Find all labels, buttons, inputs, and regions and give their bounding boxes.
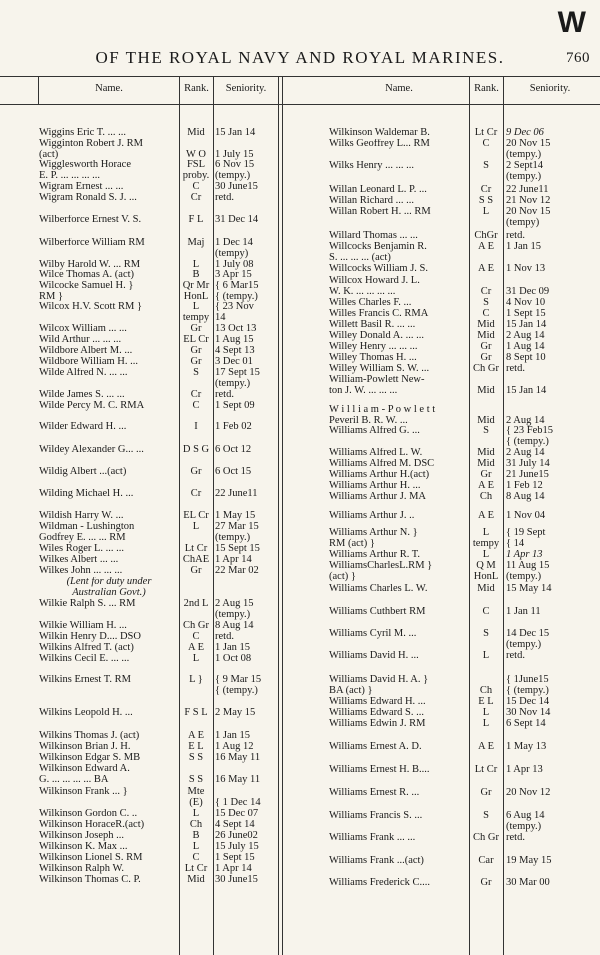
- entry-name: Wilberforce Ernest V. S.: [39, 215, 142, 225]
- entry-rank: Lt Cr: [474, 764, 498, 775]
- entry-rank: Gr: [190, 323, 202, 334]
- entry-name: Willcox Howard J. L. W. K. ... ... ... ...: [329, 276, 420, 297]
- entry-name: Wilkinson Ralph W.: [39, 864, 125, 874]
- entry-seniority: 13 Oct 13: [215, 323, 257, 334]
- entry-seniority: 2 Sept14 (tempy.): [506, 160, 544, 182]
- entry-name: Williams Frank ...(act): [329, 856, 424, 866]
- entry-rank: W O: [186, 148, 206, 160]
- entry-seniority: 19 May 15: [506, 855, 552, 866]
- entry-name: William-Powlett New- ton J. W. ... ... ...: [329, 375, 425, 396]
- entry-seniority: 30 June15: [215, 874, 258, 885]
- entry-rank: Cr: [190, 389, 202, 400]
- entry-seniority: 22 June11: [506, 184, 549, 195]
- entry-seniority: 1 May 15: [215, 510, 256, 521]
- entry-rank: S: [483, 160, 489, 171]
- entry-name: Williams David H. ...: [329, 651, 419, 661]
- entry-rank: EL Cr: [183, 510, 209, 521]
- page-title: OF THE ROYAL NAVY AND ROYAL MARINES.: [95, 48, 505, 67]
- entry-name: (Lent for duty under Australian Govt.): [66, 577, 152, 598]
- entry-name: Williams Arthur H. ...: [329, 481, 421, 491]
- entry-name: Wilkinson Gordon C. ..: [39, 809, 138, 819]
- entry-name: W i l l i a m - P o w l e t t Peveril B. R. W. ...: [329, 405, 436, 426]
- entry-seniority: 26 June02: [215, 830, 258, 841]
- entry-name: Wilding Michael H. ...: [39, 489, 134, 499]
- entry-seniority: 31 Dec 14: [215, 214, 259, 225]
- entry-name: Wiggins Eric T. ... ...: [39, 128, 126, 138]
- entry-rank: A E: [187, 730, 205, 741]
- entry-rank: Mid: [187, 874, 205, 885]
- right-rank-header: Rank.: [474, 83, 499, 94]
- entry-name: Willey Thomas H. ...: [329, 353, 417, 363]
- entry-rank: Cr: [190, 488, 202, 499]
- entry-seniority: 1 Sept 15: [215, 852, 255, 863]
- entry-rank: Mid: [187, 127, 205, 138]
- entry-name: Willey Donald A. ... ...: [329, 331, 424, 341]
- entry-rank: FSL proby.: [182, 159, 210, 181]
- entry-rank: Lt Cr: [184, 863, 208, 874]
- entry-rank: C: [482, 308, 490, 319]
- entry-name: Wilcox H.V. Scott RM }: [39, 302, 143, 312]
- entry-name: Wilkins Alfred T. (act): [39, 643, 134, 653]
- entry-seniority: 16 May 11: [215, 752, 261, 763]
- entry-name: Wilkinson K. Max ...: [39, 842, 128, 852]
- entry-name: Wilkinson Frank ... }: [39, 787, 128, 797]
- entry-seniority: 30 Nov 14: [506, 707, 551, 718]
- entry-rank: Gr: [480, 352, 492, 363]
- entry-name: Willey William S. W. ...: [329, 364, 430, 374]
- entry-seniority: 3 Dec 01: [215, 356, 253, 367]
- entry-seniority: retd.: [215, 192, 234, 203]
- entry-rank: Ch: [189, 819, 203, 830]
- entry-name: Wildish Harry W. ...: [39, 511, 124, 521]
- entry-rank: Ch Gr: [473, 363, 499, 374]
- entry-rank: C: [192, 631, 200, 642]
- entry-rank: Cr: [480, 184, 492, 195]
- entry-name: Willan Leonard L. P. ...: [329, 185, 427, 195]
- entry-rank: Lt Cr: [474, 127, 498, 138]
- entry-name: Williams Arthur J. MA: [329, 492, 426, 502]
- entry-rank: Lt Cr: [184, 543, 208, 554]
- entry-seniority: 6 Nov 15 (tempy.): [215, 159, 255, 181]
- entry-rank: A E: [477, 263, 495, 274]
- entry-rank: E L: [478, 696, 494, 707]
- left-name-header: Name.: [95, 83, 123, 94]
- entry-name: Williams Arthur H.(act): [329, 470, 430, 480]
- entry-seniority: 1 Sept 09: [215, 400, 255, 411]
- right-seniority-header: Seniority.: [529, 83, 571, 94]
- entry-seniority: 2 Aug 14: [506, 330, 545, 341]
- entry-name: Wigginton Robert J. RM (act): [39, 139, 143, 160]
- entry-seniority: 20 Nov 12: [506, 787, 551, 798]
- entry-seniority: { 1 Dec 14: [215, 796, 261, 808]
- entry-rank: Gr: [190, 356, 202, 367]
- entry-rank: Gr: [190, 565, 202, 576]
- entry-name: Williams Frederick C....: [329, 878, 431, 888]
- entry-name: Willan Robert H. ... RM: [329, 207, 431, 217]
- entry-rank: Gr: [480, 469, 492, 480]
- entry-rank: S: [483, 297, 489, 308]
- entry-seniority: 31 July 14: [506, 458, 550, 469]
- entry-name: Williams Edward H. ...: [329, 697, 426, 707]
- left-rank-header: Rank.: [184, 83, 209, 94]
- entry-seniority: 1 Dec 14 (tempy): [215, 237, 253, 259]
- entry-rank: D S G: [182, 444, 210, 455]
- entry-name: Williams Alfred G. ...: [329, 426, 420, 436]
- entry-name: Willcocks William J. S.: [329, 264, 428, 274]
- entry-name: Wilks Henry ... ... ...: [329, 161, 415, 171]
- entry-rank: S: [193, 367, 199, 378]
- entry-rank: C: [192, 181, 200, 192]
- entry-rank: L: [482, 707, 490, 718]
- entry-rank: S: [483, 628, 489, 639]
- entry-rank: C: [192, 400, 200, 411]
- header-rule: [0, 104, 600, 105]
- entry-rank: Gr: [480, 787, 492, 798]
- entry-seniority: 2 May 15: [215, 707, 256, 718]
- entry-name: Wilkinson Lionel S. RM: [39, 853, 143, 863]
- entry-name: Wilkins Ernest T. RM: [39, 675, 131, 685]
- entry-seniority: { 9 Mar 15 { (tempy.): [215, 674, 262, 696]
- entry-seniority: 31 Dec 09: [506, 285, 550, 297]
- entry-seniority: 21 June15: [506, 469, 549, 480]
- entry-rank: Q M HonL: [473, 560, 499, 582]
- entry-seniority: { 19 Sept { 14: [506, 527, 546, 549]
- entry-seniority: 2 Aug 15 (tempy.): [215, 598, 254, 620]
- entry-rank: A E: [477, 510, 495, 521]
- entry-rank: Cr: [190, 192, 202, 203]
- entry-seniority: 1 Feb 12: [506, 480, 543, 491]
- entry-name: Wilkinson Thomas C. P.: [39, 875, 141, 885]
- entry-rank: 2nd L: [183, 598, 209, 609]
- entry-name: Wilkinson Edward A. G. ... ... ... ... BA: [39, 764, 130, 785]
- entry-seniority: 1 Aug 12: [215, 741, 254, 752]
- entry-rank: Gr: [190, 466, 202, 477]
- entry-seniority: { 23 Feb15 { (tempy.): [506, 425, 554, 447]
- entry-seniority: 1 Apr 14: [215, 554, 252, 565]
- entry-rank: L tempy: [182, 301, 210, 323]
- entry-rank: L: [482, 650, 490, 661]
- entry-name: Wildbore Albert M. ...: [39, 346, 133, 356]
- entry-name: Wilkinson Waldemar B.: [329, 128, 430, 138]
- entry-rank: Mid: [477, 319, 495, 330]
- entry-seniority: 30 June15: [215, 181, 258, 192]
- entry-seniority: 6 Aug 14 (tempy.): [506, 810, 545, 832]
- section-letter: W: [557, 6, 586, 39]
- entry-seniority: 1 May 13: [506, 741, 547, 752]
- entry-seniority: 15 Jan 14: [506, 319, 547, 330]
- entry-name: Williams Alfred L. W.: [329, 448, 423, 458]
- entry-rank: Car: [478, 855, 494, 866]
- entry-name: Wilkinson Edgar S. MB: [39, 753, 141, 763]
- entry-seniority: 8 Aug 14: [506, 491, 545, 502]
- entry-seniority: 14 Dec 15 (tempy.): [506, 628, 550, 650]
- entry-seniority: 15 Jan 14: [506, 384, 547, 396]
- entry-seniority: 15 Sept 15: [215, 543, 260, 554]
- page-number: 760: [566, 50, 590, 66]
- entry-rank: L tempy: [472, 527, 500, 549]
- entry-rank: Gr: [190, 345, 202, 356]
- entry-rank: C: [482, 138, 490, 149]
- entry-name: Willcocks Benjamin R. S. ... ... ... (act): [329, 242, 427, 263]
- entry-rank: A E: [187, 642, 205, 653]
- entry-seniority: 1 Nov 04: [506, 510, 546, 521]
- entry-seniority: 1 Apr 14: [215, 863, 252, 874]
- entry-rank: Cr: [480, 285, 492, 297]
- entry-name: Wilkinson HoraceR.(act): [39, 820, 145, 830]
- entry-seniority: 1 July 15: [215, 148, 254, 160]
- entry-name: Wilks Geoffrey L... RM: [329, 139, 430, 149]
- entry-rank: B: [192, 269, 200, 280]
- entry-name: Willan Richard ... ...: [329, 196, 415, 206]
- entry-rank: I: [194, 421, 198, 432]
- entry-rank: L: [192, 808, 200, 819]
- entry-name: Wilkins Cecil E. ... ...: [39, 654, 130, 664]
- entry-rank: L: [482, 549, 490, 560]
- entry-rank: L }: [189, 674, 203, 685]
- entry-rank: L: [192, 841, 200, 852]
- entry-seniority: 1 Apr 13: [506, 549, 543, 560]
- entry-name: Wildey Alexander G... ...: [39, 445, 144, 455]
- entry-seniority: 2 Aug 14: [506, 447, 545, 458]
- entry-seniority: 9 Dec 06: [506, 127, 544, 138]
- entry-seniority: 3 Apr 15: [215, 269, 252, 280]
- entry-name: Wilkie Ralph S. ... RM: [39, 599, 136, 609]
- entry-rank: C: [192, 852, 200, 863]
- entry-seniority: 17 Sept 15 (tempy.): [215, 367, 260, 389]
- entry-rank: L: [482, 206, 490, 217]
- entry-name: Williams Frank ... ...: [329, 833, 416, 843]
- entry-name: Williams Francis S. ...: [329, 811, 423, 821]
- entry-name: Wilder Edward H. ...: [39, 422, 127, 432]
- entry-rank: S S: [188, 773, 204, 785]
- entry-rank: F L: [188, 214, 204, 225]
- entry-rank: EL Cr: [183, 334, 209, 345]
- column-divider: [503, 76, 504, 955]
- entry-seniority: 22 Mar 02: [215, 565, 259, 576]
- entry-seniority: 1 Jan 11: [506, 606, 541, 617]
- entry-name: Wilkins Leopold H. ...: [39, 708, 133, 718]
- entry-name: Williams Arthur R. T.: [329, 550, 421, 560]
- right-name-header: Name.: [385, 83, 413, 94]
- entry-seniority: 1 Aug 14: [506, 341, 545, 352]
- entry-name: Wilby Harold W. ... RM: [39, 260, 141, 270]
- entry-rank: B: [192, 830, 200, 841]
- entry-name: Wilcox William ... ...: [39, 324, 127, 334]
- entry-seniority: 1 Jan 15: [215, 730, 250, 741]
- entry-name: Wild Arthur ... ... ...: [39, 335, 122, 345]
- entry-name: Willes Francis C. RMA: [329, 309, 429, 319]
- entry-seniority: { 1June15 { (tempy.): [506, 674, 549, 696]
- entry-name: Wigram Ernest ... ...: [39, 182, 124, 192]
- entry-seniority: 1 Sept 15: [506, 308, 546, 319]
- entry-seniority: 30 Mar 00: [506, 877, 550, 888]
- entry-rank: Ch Gr: [183, 620, 209, 631]
- entry-name: Wildig Albert ...(act): [39, 467, 127, 477]
- entry-name: Wilkinson Brian J. H.: [39, 742, 131, 752]
- entry-seniority: 8 Aug 14: [215, 620, 254, 631]
- entry-name: Willard Thomas ... ...: [329, 231, 418, 241]
- entry-name: Williams Arthur J. ..: [329, 511, 415, 521]
- entry-rank: Mid: [477, 330, 495, 341]
- entry-rank: Mte (E): [187, 786, 205, 808]
- entry-name: Williams Alfred M. DSC: [329, 459, 435, 469]
- entry-name: Williams Charles L. W.: [329, 584, 428, 594]
- entry-name: Willey Henry ... ... ...: [329, 342, 418, 352]
- entry-rank: [180, 577, 212, 598]
- entry-name: Williams Edwin J. RM: [329, 719, 426, 729]
- entry-name: Wigglesworth Horace E. P. ... ... ... ...: [39, 160, 132, 181]
- entry-seniority: 11 Aug 15 (tempy.): [506, 560, 550, 582]
- entry-seniority: retd.: [215, 631, 234, 642]
- entry-rank: Mid: [477, 414, 495, 426]
- entry-rank: L: [192, 521, 200, 532]
- entry-rank: Gr: [480, 341, 492, 352]
- entry-name: Wildman - Lushington Godfrey E. ... ... RM: [39, 522, 135, 543]
- entry-seniority: retd.: [506, 363, 525, 374]
- entry-seniority: retd.: [506, 832, 525, 843]
- entry-name: Williams Ernest R. ...: [329, 788, 420, 798]
- entry-rank: L: [192, 653, 200, 664]
- entry-name: Wilce Thomas A. (act): [39, 270, 135, 280]
- entry-seniority: [215, 577, 279, 598]
- entry-seniority: { 23 Nov 14: [215, 301, 254, 323]
- entry-seniority: 1 July 08: [215, 259, 254, 270]
- entry-rank: Qr Mr HonL: [182, 280, 210, 302]
- entry-seniority: retd.: [215, 389, 234, 400]
- entry-rank: S S: [478, 195, 494, 206]
- entry-seniority: 4 Sept 13: [215, 345, 255, 356]
- entry-seniority: 6 Oct 12: [215, 444, 252, 455]
- entry-rank: Maj: [187, 237, 205, 248]
- entry-name: Wilkins Thomas J. (act): [39, 731, 140, 741]
- entry-seniority: 15 Dec 07: [215, 808, 259, 819]
- entry-name: Williams Cuthbert RM: [329, 607, 426, 617]
- entry-name: Wilkes Albert ... ...: [39, 555, 119, 565]
- entry-seniority: 1 Apr 13: [506, 764, 543, 775]
- entry-rank: C: [482, 606, 490, 617]
- entry-name: Williams Ernest H. B....: [329, 765, 430, 775]
- entry-rank: Gr: [480, 877, 492, 888]
- entry-name: Williams David H. A. } BA (act) }: [329, 675, 429, 696]
- entry-rank: Ch Gr: [473, 832, 499, 843]
- entry-name: Willett Basil R. ... ...: [329, 320, 416, 330]
- entry-rank: S: [483, 810, 489, 821]
- column-divider: [213, 76, 214, 955]
- entry-seniority: 20 Nov 15 (tempy): [506, 206, 551, 228]
- entry-name: Wilde James S. ... ...: [39, 390, 125, 400]
- entry-seniority: 15 July 15: [215, 841, 259, 852]
- top-rule: [0, 76, 600, 77]
- entry-name: Williams Cyril M. ...: [329, 629, 417, 639]
- entry-rank: F S L: [184, 707, 208, 718]
- entry-seniority: 1 Oct 08: [215, 653, 252, 664]
- entry-rank: Ch: [479, 491, 493, 502]
- entry-seniority: 8 Sept 10: [506, 352, 546, 363]
- entry-seniority: 22 June11: [215, 488, 258, 499]
- entry-seniority: retd.: [506, 650, 525, 661]
- entry-name: Wigram Ronald S. J. ...: [39, 193, 137, 203]
- entry-seniority: 1 Jan 15: [506, 241, 541, 252]
- entry-seniority: 4 Sept 14: [215, 819, 255, 830]
- entry-seniority: 2 Aug 14: [506, 414, 545, 426]
- entry-rank: S: [483, 425, 489, 436]
- entry-seniority: 6 Oct 15: [215, 466, 252, 477]
- entry-name: Wilkie William H. ...: [39, 621, 127, 631]
- entry-name: Williams Ernest A. D.: [329, 742, 422, 752]
- entry-name: Wilkin Henry D.... DSO: [39, 632, 141, 642]
- entry-seniority: 1 Aug 15: [215, 334, 254, 345]
- entry-rank: ChAE: [182, 554, 210, 565]
- entry-rank: E L: [188, 741, 204, 752]
- entry-rank: Mid: [477, 583, 495, 594]
- entry-rank: L: [192, 259, 200, 270]
- entry-seniority: 1 Nov 13: [506, 263, 546, 274]
- entry-seniority: 16 May 11: [215, 773, 261, 785]
- entry-rank: L: [482, 718, 490, 729]
- entry-seniority: 20 Nov 15 (tempy.): [506, 138, 551, 160]
- entry-name: Wilkes John ... ... ...: [39, 566, 123, 576]
- entry-name: Williams Edward S. ...: [329, 708, 424, 718]
- entry-seniority: 27 Mar 15 (tempy.): [215, 521, 259, 543]
- entry-seniority: 15 Jan 14: [215, 127, 256, 138]
- entry-name: Wilde Alfred N. ... ...: [39, 368, 128, 378]
- entry-name: Wilcocke Samuel H. } RM }: [39, 281, 134, 302]
- entry-seniority: { 6 Mar15 { (tempy.): [215, 280, 259, 302]
- entry-rank: A E: [477, 241, 495, 252]
- entry-name: Wildbore William H. ...: [39, 357, 138, 367]
- entry-seniority: retd.: [506, 230, 525, 241]
- left-seniority-header: Seniority.: [225, 83, 267, 94]
- entry-rank: Mid: [477, 458, 495, 469]
- entry-rank: Mid: [477, 384, 495, 396]
- entry-rank: Ch: [479, 684, 493, 696]
- entry-name: Wiles Roger L. ... ...: [39, 544, 125, 554]
- entry-name: Willes Charles F. ...: [329, 298, 412, 308]
- entry-name: Wilkinson Joseph ...: [39, 831, 125, 841]
- entry-seniority: 15 Dec 14: [506, 696, 550, 707]
- entry-seniority: 1 Feb 02: [215, 421, 252, 432]
- entry-seniority: 6 Sept 14: [506, 718, 546, 729]
- entry-rank: A E: [477, 741, 495, 752]
- entry-rank: A E: [477, 480, 495, 491]
- entry-rank: S S: [188, 752, 204, 763]
- entry-rank: ChGr: [474, 230, 498, 241]
- entry-name: Williams Arthur N. } RM (act) }: [329, 528, 418, 549]
- entry-seniority: 1 Jan 15: [215, 642, 250, 653]
- entry-name: Wilberforce William RM: [39, 238, 145, 248]
- entry-seniority: 21 Nov 12: [506, 195, 551, 206]
- entry-name: Wilde Percy M. C. RMA: [39, 401, 145, 411]
- entry-seniority: 4 Nov 10: [506, 297, 546, 308]
- entry-rank: Mid: [477, 447, 495, 458]
- entry-name: WilliamsCharlesL.RM } (act) }: [329, 561, 433, 582]
- entry-seniority: 15 May 14: [506, 583, 552, 594]
